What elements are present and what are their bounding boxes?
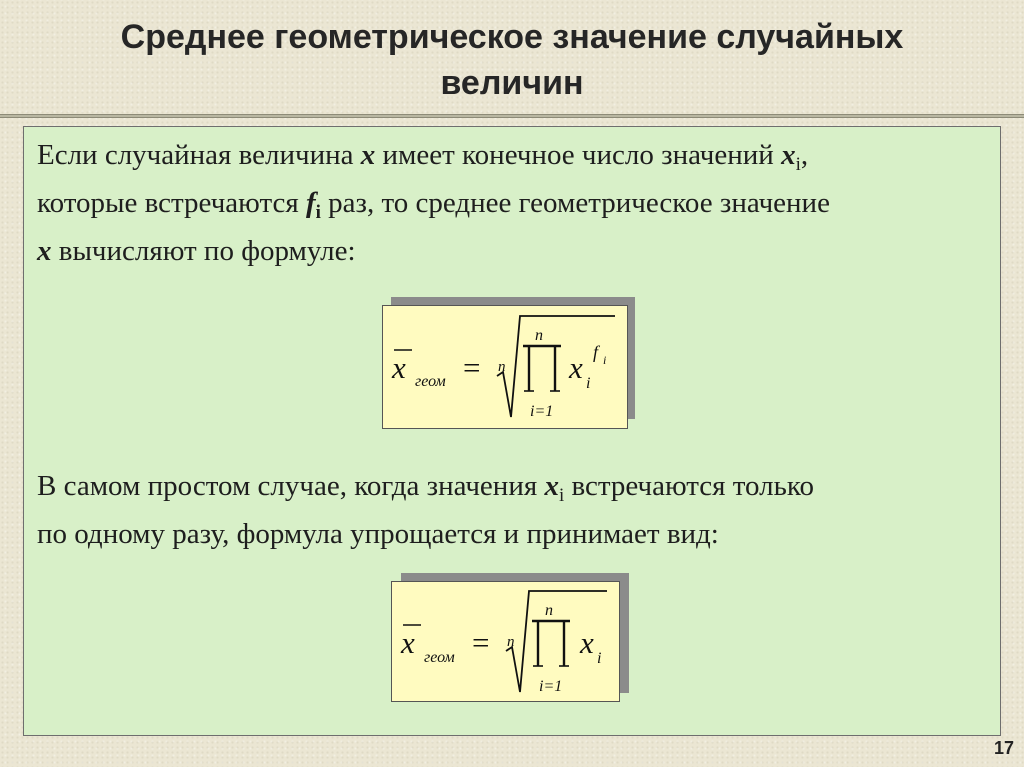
term-variable: x [569, 350, 583, 385]
product-upper-limit: n [545, 602, 553, 619]
lhs-variable: x [401, 625, 415, 660]
intro-line-3: x вычисляют по формуле: [37, 235, 356, 267]
page-number: 17 [993, 738, 1014, 758]
exponent-subscript: i [603, 353, 607, 367]
simple-case-line-2: по одному разу, формула упрощается и принимает вид: [37, 518, 719, 550]
intro-paragraph [37, 136, 830, 271]
intro-line-1: Если случайная величина x имеет конечное число значений $x_i$, [37, 139, 809, 175]
product-symbol [532, 621, 570, 666]
formula-2-box [391, 581, 620, 702]
exponent-variable: f [593, 342, 599, 362]
formula-2-graphic [392, 582, 621, 703]
equals-sign: = [463, 350, 481, 385]
lhs-variable: x [392, 350, 406, 385]
intro-line-2: которые встречаются $f_i$ раз, то среднее геометрическое значение [37, 187, 830, 223]
equals-sign: = [472, 625, 490, 660]
root-index: n [507, 634, 515, 650]
root-index: n [498, 359, 506, 375]
term-subscript: i [586, 375, 591, 392]
product-lower-limit: i=1 [539, 678, 563, 695]
term-variable: x [580, 625, 594, 660]
product-upper-limit: n [535, 327, 543, 344]
content-panel [23, 126, 1001, 736]
title-divider [0, 114, 1024, 118]
term-subscript: i [597, 650, 602, 667]
simple-case-line-1: В самом простом случае, когда значения $x_i$ встречаются только [37, 470, 814, 506]
product-lower-limit: i=1 [530, 403, 554, 420]
product-symbol [523, 346, 561, 391]
formula-1-box [382, 305, 628, 429]
slide-title [0, 14, 1024, 106]
title-line-2: величин [440, 64, 584, 102]
formula-1-graphic [383, 306, 629, 430]
simple-case-paragraph [37, 467, 814, 554]
lhs-subscript: геом [415, 373, 446, 390]
title-line-1: Среднее геометрическое значение случайных [120, 18, 904, 56]
lhs-subscript: геом [424, 649, 455, 666]
